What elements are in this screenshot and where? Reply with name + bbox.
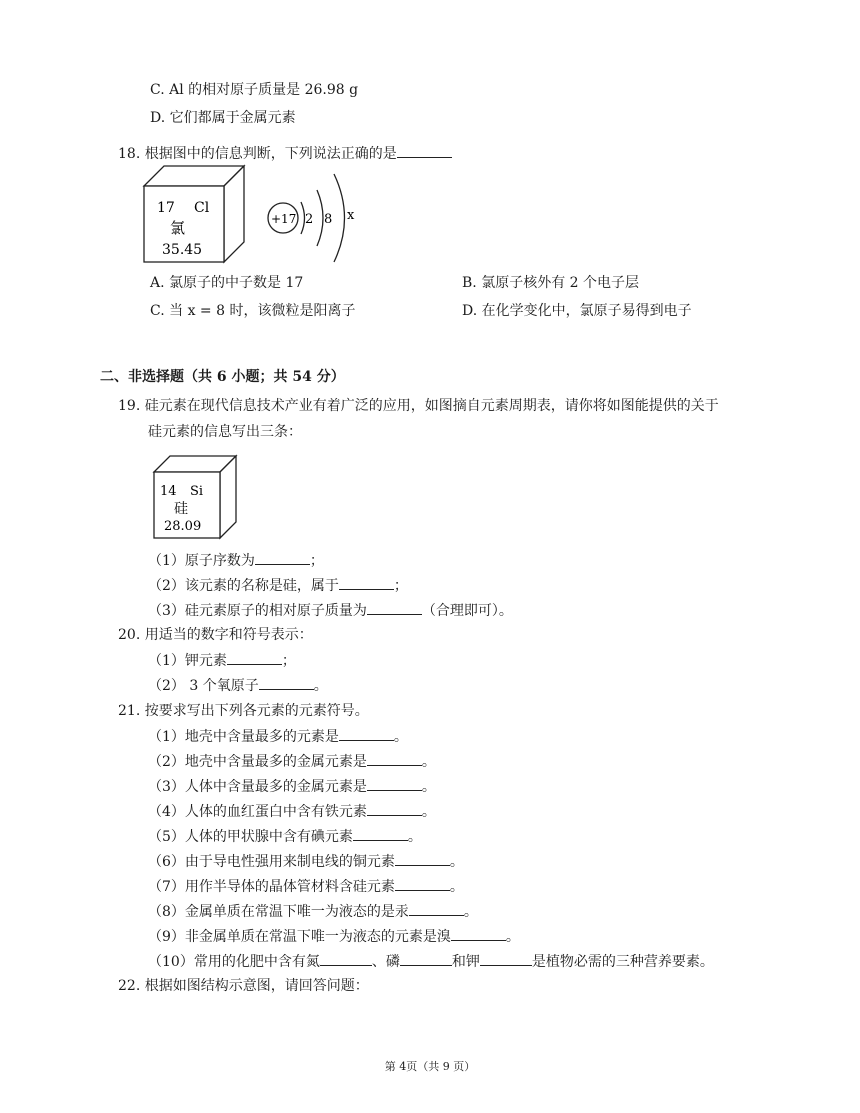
q19-stem-line1: 19. 硅元素在现代信息技术产业有着广泛的应用，如图摘自元素周期表，请你将如图能提供的关于 bbox=[118, 398, 719, 414]
q21-item bbox=[148, 826, 422, 847]
answer-blank[interactable] bbox=[255, 550, 310, 565]
q20-item-1-text: （1）钾元素 bbox=[148, 653, 227, 669]
q21-item bbox=[148, 926, 520, 947]
q21-item-text: （9）非金属单质在常温下唯一为液态的元素是溴 bbox=[148, 929, 451, 945]
q20-item-1 bbox=[148, 650, 296, 671]
q19-item-2 bbox=[148, 575, 408, 596]
q20-item-1-end: ； bbox=[281, 653, 296, 669]
q21-item-text: （5）人体的甲状腺中含有碘元素 bbox=[148, 829, 353, 845]
page-footer: 第 4页（共 9 页） bbox=[384, 1060, 476, 1073]
answer-blank[interactable] bbox=[395, 876, 450, 891]
q19-item-2-end: ； bbox=[393, 578, 408, 594]
q18-option-b: B. 氯原子核外有 2 个电子层 bbox=[462, 275, 639, 291]
si-mass: 28.09 bbox=[164, 519, 202, 534]
q21-item-end: 。 bbox=[421, 754, 436, 770]
q22-stem: 22. 根据如图结构示意图，请回答问题： bbox=[118, 978, 369, 994]
q19-item-1 bbox=[148, 550, 324, 571]
answer-blank[interactable] bbox=[367, 776, 422, 791]
q21-item-text: （6）由于导电性强用来制电线的铜元素 bbox=[148, 854, 395, 870]
q19-item-3 bbox=[148, 600, 513, 621]
cl-atomic-number: 17 bbox=[157, 200, 175, 216]
q19-item-1-text: （1）原子序数为 bbox=[148, 553, 255, 569]
q21-item bbox=[148, 876, 464, 897]
q21-item-end: 。 bbox=[407, 829, 422, 845]
answer-blank[interactable] bbox=[353, 826, 408, 841]
cl-name: 氯 bbox=[170, 219, 186, 237]
answer-blank[interactable] bbox=[451, 926, 506, 941]
q18-stem-text: 18. 根据图中的信息判断，下列说法正确的是 bbox=[118, 146, 397, 162]
q21-item bbox=[148, 851, 464, 872]
q21-stem: 21. 按要求写出下列各元素的元素符号。 bbox=[118, 703, 369, 719]
answer-blank[interactable] bbox=[409, 901, 464, 916]
q17-option-d: D. 它们都属于金属元素 bbox=[150, 110, 296, 126]
si-symbol: Si bbox=[190, 484, 204, 499]
q21-item-end: 。 bbox=[449, 854, 464, 870]
q21-item-text: （1）地壳中含量最多的元素是 bbox=[148, 729, 339, 745]
q21-item-text: （8）金属单质在常温下唯一为液态的是汞 bbox=[148, 904, 409, 920]
q19-item-3-end: （合理即可）。 bbox=[421, 603, 513, 619]
q21-item-end: 。 bbox=[449, 879, 464, 895]
q19-stem-line2: 硅元素的信息写出三条： bbox=[148, 424, 302, 440]
q20-stem: 20. 用适当的数字和符号表示： bbox=[118, 627, 313, 643]
q21-item bbox=[148, 751, 436, 772]
q21-item-10-mid1: 、磷 bbox=[371, 954, 400, 970]
si-name: 硅 bbox=[174, 501, 188, 517]
answer-blank[interactable] bbox=[259, 675, 314, 690]
q20-item-2-end: 。 bbox=[313, 678, 328, 694]
answer-blank[interactable] bbox=[320, 951, 372, 966]
q21-item-text: （3）人体中含量最多的金属元素是 bbox=[148, 779, 367, 795]
answer-blank[interactable] bbox=[395, 851, 450, 866]
answer-blank[interactable] bbox=[397, 143, 452, 158]
cl-symbol: Cl bbox=[194, 200, 210, 216]
si-atomic-number: 14 bbox=[160, 484, 177, 499]
q21-item bbox=[148, 776, 436, 797]
element-cube-cl bbox=[140, 160, 250, 266]
q18-option-d: D. 在化学变化中，氯原子易得到电子 bbox=[462, 303, 692, 319]
q21-item-end: 。 bbox=[505, 929, 520, 945]
shell-2-electrons: 8 bbox=[324, 212, 333, 227]
nucleus-charge: +17 bbox=[271, 212, 297, 226]
q17-option-c: C. Al 的相对原子质量是 26.98 g bbox=[150, 82, 359, 98]
q18-option-a: A. 氯原子的中子数是 17 bbox=[150, 275, 304, 291]
cl-mass: 35.45 bbox=[162, 242, 203, 258]
q21-item-end: 。 bbox=[393, 729, 408, 745]
q19-item-3-text: （3）硅元素原子的相对原子质量为 bbox=[148, 603, 367, 619]
answer-blank[interactable] bbox=[367, 600, 422, 615]
q21-item-end: 。 bbox=[421, 779, 436, 795]
answer-blank[interactable] bbox=[367, 751, 422, 766]
q19-item-1-end: ； bbox=[309, 553, 324, 569]
section-heading: 二、非选择题（共 6 小题；共 54 分） bbox=[100, 369, 345, 385]
q21-item-end: 。 bbox=[463, 904, 478, 920]
shell-1-electrons: 2 bbox=[305, 212, 314, 227]
q21-item-10-text: （10）常用的化肥中含有氮 bbox=[148, 954, 320, 970]
q19-item-2-text: （2）该元素的名称是硅，属于 bbox=[148, 578, 339, 594]
chlorine-element-card bbox=[140, 160, 250, 270]
q21-item bbox=[148, 726, 408, 747]
q21-item-text: （4）人体的血红蛋白中含有铁元素 bbox=[148, 804, 367, 820]
q21-item-10 bbox=[148, 951, 714, 972]
q20-item-2-text: （2） 3 个氧原子 bbox=[148, 678, 259, 694]
answer-blank[interactable] bbox=[367, 801, 422, 816]
q21-item-end: 。 bbox=[421, 804, 436, 820]
q21-item-text: （7）用作半导体的晶体管材料含硅元素 bbox=[148, 879, 395, 895]
answer-blank[interactable] bbox=[227, 650, 282, 665]
atom-diagram bbox=[262, 168, 372, 263]
q21-item-10-mid2: 和钾 bbox=[451, 954, 480, 970]
silicon-element-card bbox=[150, 452, 240, 546]
q21-item-10-end: 是植物必需的三种营养要素。 bbox=[531, 954, 714, 970]
answer-blank[interactable] bbox=[339, 726, 394, 741]
chlorine-atom-structure bbox=[262, 168, 372, 267]
q20-item-2 bbox=[148, 675, 328, 696]
q21-item-text: （2）地壳中含量最多的金属元素是 bbox=[148, 754, 367, 770]
q21-item bbox=[148, 801, 436, 822]
answer-blank[interactable] bbox=[480, 951, 532, 966]
answer-blank[interactable] bbox=[339, 575, 394, 590]
element-cube-si bbox=[150, 452, 240, 542]
shell-3-electrons: x bbox=[347, 208, 355, 223]
q21-item bbox=[148, 901, 478, 922]
answer-blank[interactable] bbox=[400, 951, 452, 966]
q18-option-c: C. 当 x = 8 时，该微粒是阳离子 bbox=[150, 303, 356, 319]
